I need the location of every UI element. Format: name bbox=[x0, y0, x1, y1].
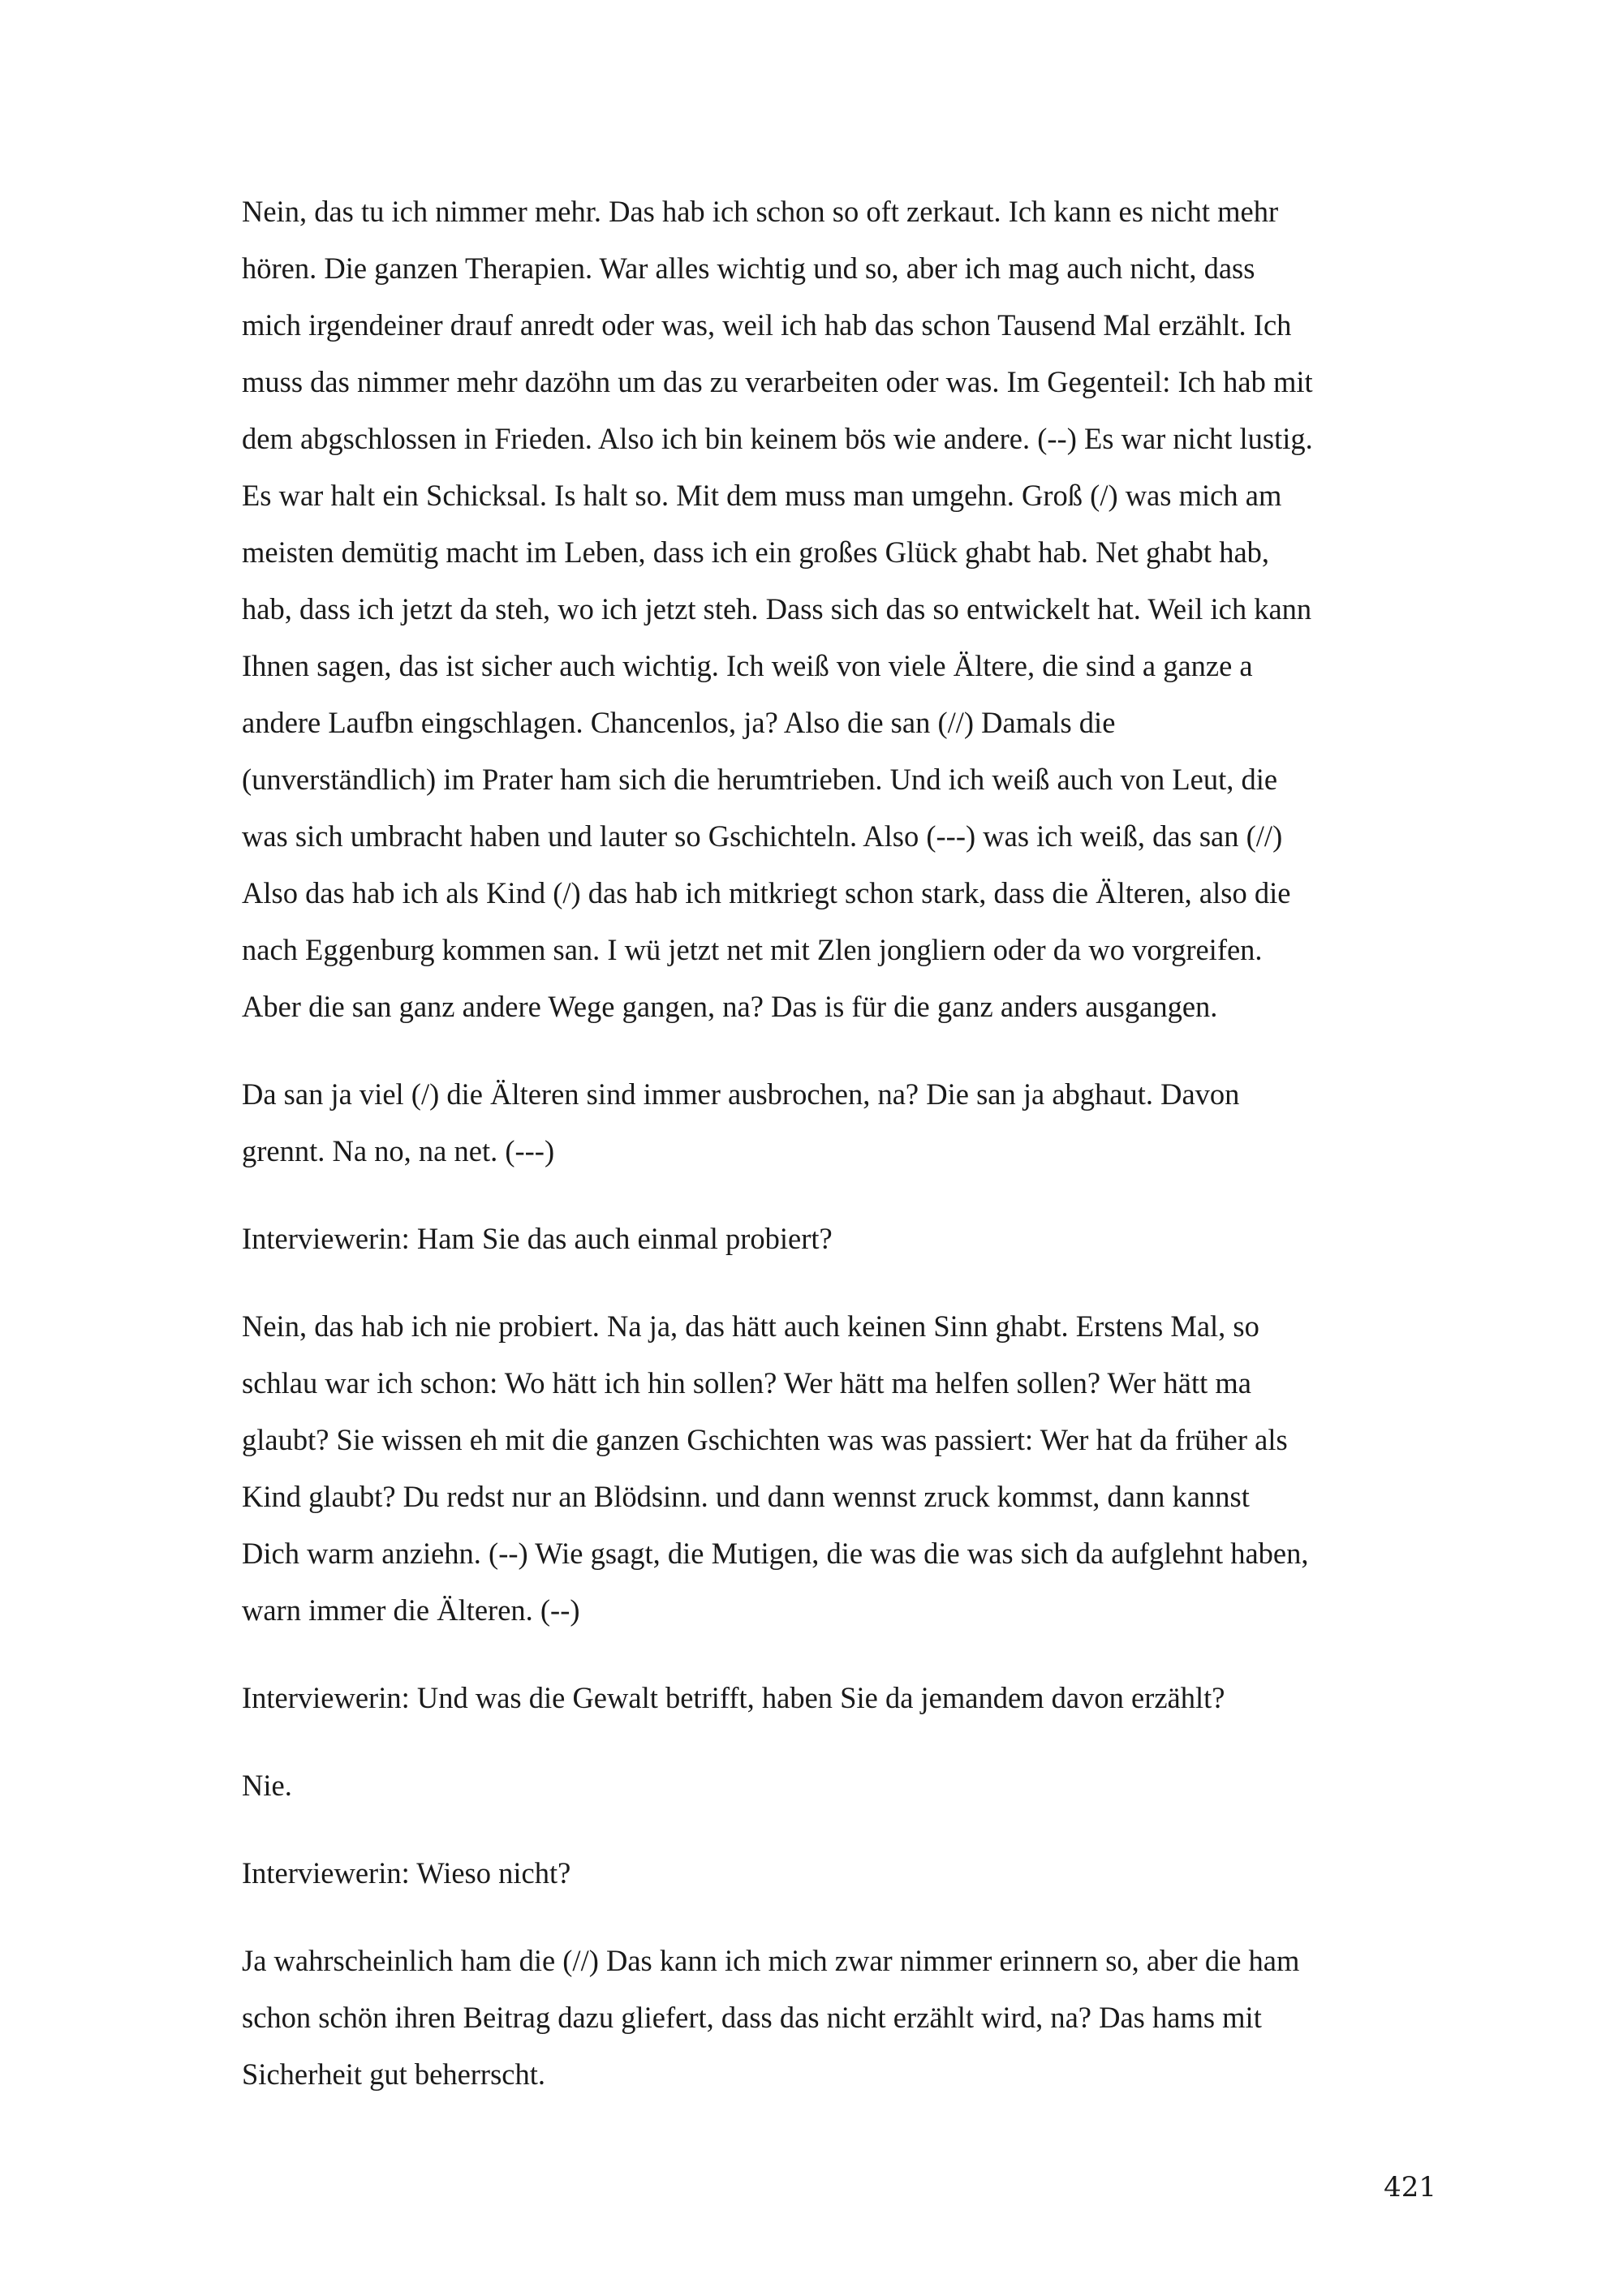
text-line: warn immer die Älteren. (--) bbox=[242, 1593, 580, 1627]
text-line: was sich umbracht haben und lauter so Gschichteln. Also (---) was ich weiß, das san (//) bbox=[242, 819, 1283, 853]
paragraph-interviewer-question bbox=[242, 1670, 1438, 1726]
text-line: nach Eggenburg kommen san. I wü jetzt net mit Zlen jongliern oder da wo vorgreifen. bbox=[242, 933, 1263, 966]
text-line: grennt. Na no, na net. (---) bbox=[242, 1134, 555, 1167]
paragraph-interviewer-question bbox=[242, 1845, 1438, 1902]
paragraph-answer-never-tried bbox=[242, 1298, 1438, 1639]
text-line: Es war halt ein Schicksal. Is halt so. Mit dem muss man umgehn. Groß (/) was mich am bbox=[242, 479, 1282, 512]
text-line: dem abgschlossen in Frieden. Also ich bin keinem bös wie andere. (--) Es war nicht lustig. bbox=[242, 422, 1313, 455]
text-line: Ihnen sagen, das ist sicher auch wichtig. Ich weiß von viele Ältere, die sind a ganze a bbox=[242, 649, 1253, 682]
text-line: hören. Die ganzen Therapien. War alles wichtig und so, aber ich mag auch nicht, dass bbox=[242, 252, 1255, 285]
text-line: schlau war ich schon: Wo hätt ich hin sollen? Wer hätt ma helfen sollen? Wer hätt ma bbox=[242, 1366, 1251, 1400]
text-line: Nein, das hab ich nie probiert. Na ja, das hätt auch keinen Sinn ghabt. Erstens Mal, so bbox=[242, 1309, 1259, 1343]
text-line: meisten demütig macht im Leben, dass ich ein großes Glück ghabt hab. Net ghabt hab, bbox=[242, 535, 1270, 569]
text-line: Dich warm anziehn. (--) Wie gsagt, die Mutigen, die was die was sich da aufglehnt haben, bbox=[242, 1537, 1309, 1570]
text-line: Aber die san ganz andere Wege gangen, na? Das is für die ganz anders ausgangen. bbox=[242, 990, 1218, 1023]
paragraph-answer-short bbox=[242, 1757, 1438, 1814]
text-line: Sicherheit gut beherrscht. bbox=[242, 2057, 546, 2091]
text-line: Interviewerin: Und was die Gewalt betrifft, haben Sie da jemandem davon erzählt? bbox=[242, 1681, 1225, 1714]
paragraph-answer-silence bbox=[242, 1933, 1438, 2103]
text-line: Also das hab ich als Kind (/) das hab ich mitkriegt schon stark, dass die Älteren, also die bbox=[242, 876, 1291, 909]
text-line: Interviewerin: Wieso nicht? bbox=[242, 1856, 571, 1890]
paragraph-answer-escape bbox=[242, 1066, 1438, 1180]
text-line: andere Laufbn eingschlagen. Chancenlos, ja? Also die san (//) Damals die bbox=[242, 706, 1116, 739]
text-line: hab, dass ich jetzt da steh, wo ich jetzt steh. Dass sich das so entwickelt hat. Weil ich kann bbox=[242, 592, 1312, 626]
text-line: Kind glaubt? Du redst nur an Blödsinn. und dann wennst zruck kommst, dann kannst bbox=[242, 1480, 1250, 1513]
page-number: 421 bbox=[1384, 2171, 1436, 2204]
text-line: Da san ja viel (/) die Älteren sind immer ausbrochen, na? Die san ja abghaut. Davon bbox=[242, 1077, 1240, 1111]
text-line: muss das nimmer mehr dazöhn um das zu verarbeiten oder was. Im Gegenteil: Ich hab mit bbox=[242, 365, 1313, 398]
text-line: Interviewerin: Ham Sie das auch einmal probiert? bbox=[242, 1222, 833, 1255]
text-line: mich irgendeiner drauf anredt oder was, weil ich hab das schon Tausend Mal erzählt. Ich bbox=[242, 308, 1292, 342]
text-line: Ja wahrscheinlich ham die (//) Das kann ich mich zwar nimmer erinnern so, aber die ham bbox=[242, 1944, 1300, 1977]
text-line: Nie. bbox=[242, 1769, 292, 1802]
text-line: Nein, das tu ich nimmer mehr. Das hab ich schon so oft zerkaut. Ich kann es nicht mehr bbox=[242, 195, 1279, 228]
paragraph-interviewer-question bbox=[242, 1210, 1438, 1267]
text-line: glaubt? Sie wissen eh mit die ganzen Gschichten was was passiert: Wer hat da früher als bbox=[242, 1423, 1288, 1456]
body-text bbox=[242, 183, 1438, 2134]
text-line: schon schön ihren Beitrag dazu gliefert, dass das nicht erzählt wird, na? Das hams mit bbox=[242, 2001, 1262, 2034]
paragraph-answer-childhood bbox=[242, 183, 1438, 1035]
text-line: (unverständlich) im Prater ham sich die herumtrieben. Und ich weiß auch von Leut, die bbox=[242, 763, 1278, 796]
